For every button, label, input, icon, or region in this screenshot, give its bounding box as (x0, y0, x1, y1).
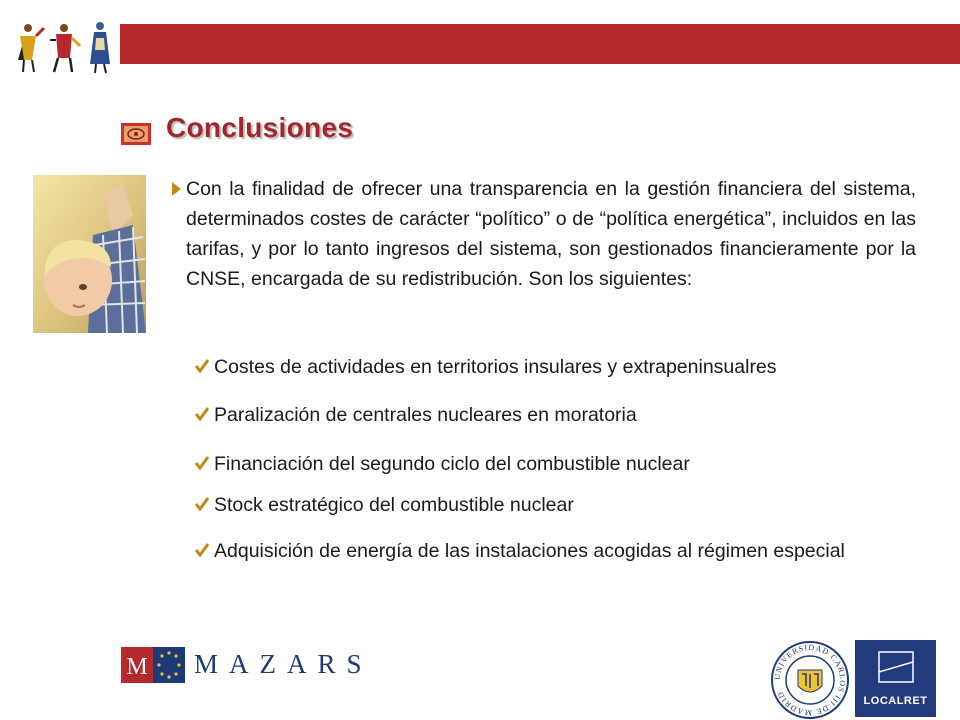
list-item-text: Paralización de centrales nucleares en moratoria (214, 404, 637, 426)
checkmark-icon (194, 359, 210, 373)
localret-logo (855, 640, 936, 717)
list-item (214, 450, 894, 478)
checkmark-icon (194, 456, 210, 470)
list-item (214, 537, 942, 565)
list-item-text: Financiación del segundo ciclo del combustible nuclear (214, 453, 690, 475)
bullet-arrow-icon (172, 182, 181, 196)
checkmark-icon (194, 407, 210, 421)
list-item (214, 353, 894, 381)
localret-label: LOCALRET (863, 695, 928, 707)
list-item-text: Stock estratégico del combustible nuclear (214, 494, 574, 516)
mazars-logo-mark (121, 647, 185, 683)
page-title: Conclusiones (166, 112, 354, 143)
list-item-text: Costes de actividades en territorios insulares y extrapeninsualres (214, 356, 777, 378)
intro-text: Con la finalidad de ofrecer una transparencia en la gestión financiera del sistema, determinados costes de carácter “político” o de “política energética”, incluidos en las tarifas, y por lo tanto ingresos del sistema, son gestionados financieramente por la CNSE, encargada de su redistribución. Son los siguientes: (186, 178, 916, 290)
svg-text:UNIVERSIDAD CARLOS III DE MADR: UNIVERSIDAD CARLOS III DE MADRID (772, 642, 848, 718)
checkmark-icon (194, 497, 210, 511)
localret-mark-icon (877, 650, 915, 684)
header-red-bar (120, 24, 960, 64)
list-item (214, 491, 894, 519)
mazars-wordmark: MAZARS (194, 649, 373, 679)
three-figures-logo (10, 16, 116, 76)
svg-text:M: M (126, 654, 148, 680)
section-phone-icon (121, 123, 151, 145)
checkmark-icon (194, 543, 210, 557)
intro-paragraph (186, 174, 916, 294)
university-seal-logo (770, 640, 850, 720)
baby-photo (33, 175, 146, 333)
list-item-text: Adquisición de energía de las instalaciones acogidas al régimen especial (214, 540, 845, 562)
list-item (214, 401, 894, 429)
